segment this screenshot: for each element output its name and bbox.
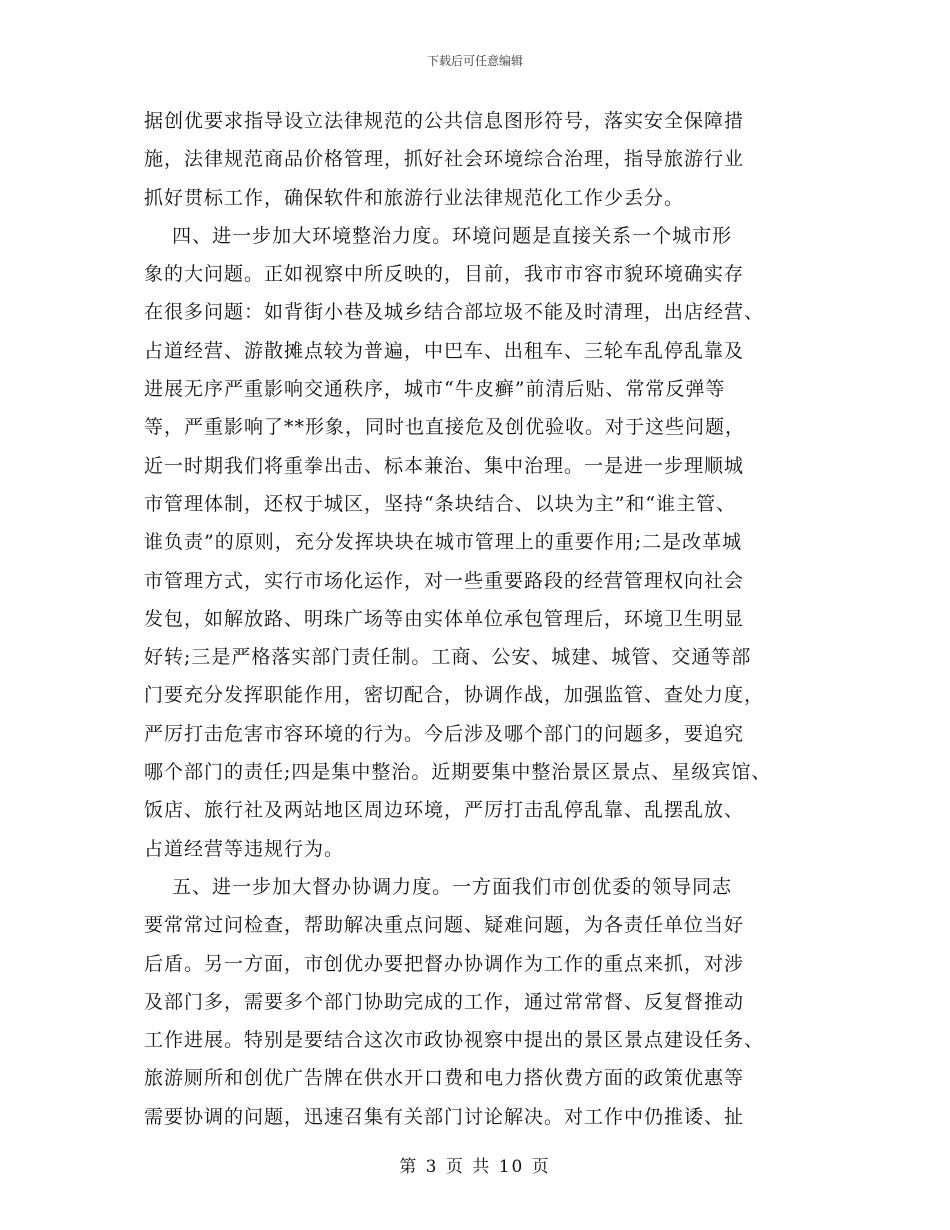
- document-body: [144, 102, 824, 1136]
- text-line: 五、进一步加大督办协调力度。一方面我们市创优委的领导同志: [144, 875, 733, 898]
- text-line: 据创优要求指导设立法律规范的公共信息图形符号，落实安全保障措: [144, 110, 745, 132]
- text-line: 象的大问题。正如视察中所反映的，目前，我市市容市貌环境确实存: [144, 263, 745, 286]
- text-line: 占道经营、游散摊点较为普遍，中巴车、出租车、三轮车乱停乱靠及: [144, 339, 745, 362]
- text-line: 谁负责”的原则，充分发挥块块在城市管理上的重要作用;二是改革城: [144, 531, 743, 554]
- text-line: 进展无序严重影响交通秩序，城市“牛皮癣”前清后贴、常常反弹等: [144, 378, 726, 401]
- text-line: 施，法律规范商品价格管理，抓好社会环境综合治理，指导旅游行业: [144, 148, 745, 171]
- text-line: 占道经营等违规行为。: [144, 837, 345, 860]
- text-line: 饭店、旅行社及两站地区周边环境，严厉打击乱停乱靠、乱摆乱放、: [144, 799, 745, 822]
- text-line: 后盾。另一方面，市创优办要把督办协调作为工作的重点来抓，对涉: [144, 952, 745, 975]
- text-line: 四、进一步加大环境整治力度。环境问题是直接关系一个城市形: [144, 224, 733, 247]
- text-line: 发包，如解放路、明珠广场等由实体单位承包管理后，环境卫生明显: [144, 607, 745, 630]
- text-line: 及部门多，需要多个部门协助完成的工作，通过常常督、反复督推动: [144, 990, 745, 1013]
- text-line: 旅游厕所和创优广告牌在供水开口费和电力搭伙费方面的政策优惠等: [144, 1067, 745, 1090]
- text-line: 严厉打击危害市容环境的行为。今后涉及哪个部门的问题多，要追究: [144, 722, 745, 745]
- text-line: 市管理体制，还权于城区，坚持“条块结合、以块为主”和“谁主管、: [144, 492, 737, 515]
- text-line: 等，严重影响了**形象，同时也直接危及创优验收。对于这些问题，: [144, 416, 746, 439]
- page-header-note: 下载后可任意编辑: [426, 54, 523, 68]
- text-line: 市管理方式，实行市场化运作，对一些重要路段的经营管理权向社会: [144, 569, 745, 592]
- text-line: 抓好贯标工作，确保软件和旅游行业法律规范化工作少丢分。: [144, 186, 685, 209]
- text-line: 工作进展。特别是要结合这次市政协视察中提出的景区景点建设任务、: [144, 1029, 765, 1052]
- text-line: 门要充分发挥职能作用，密切配合，协调作战，加强监管、查处力度，: [144, 684, 765, 707]
- text-line: 哪个部门的责任;四是集中整治。近期要集中整治景区景点、星级宾馆、: [144, 761, 772, 784]
- text-line: 在很多问题：如背街小巷及城乡结合部垃圾不能及时清理，出店经营、: [144, 301, 765, 324]
- text-line: 近一时期我们将重拳出击、标本兼治、集中治理。一是进一步理顺城: [144, 454, 745, 477]
- page-number-footer: 第 3 页 共 10 页: [399, 1157, 551, 1177]
- text-line: 需要协调的问题，迅速召集有关部门讨论解决。对工作中仍推诿、扯: [144, 1105, 745, 1128]
- text-line: 好转;三是严格落实部门责任制。工商、公安、城建、城管、交通等部: [144, 646, 752, 669]
- text-line: 要常常过问检查，帮助解决重点问题、疑难问题，为各责任单位当好: [144, 914, 745, 937]
